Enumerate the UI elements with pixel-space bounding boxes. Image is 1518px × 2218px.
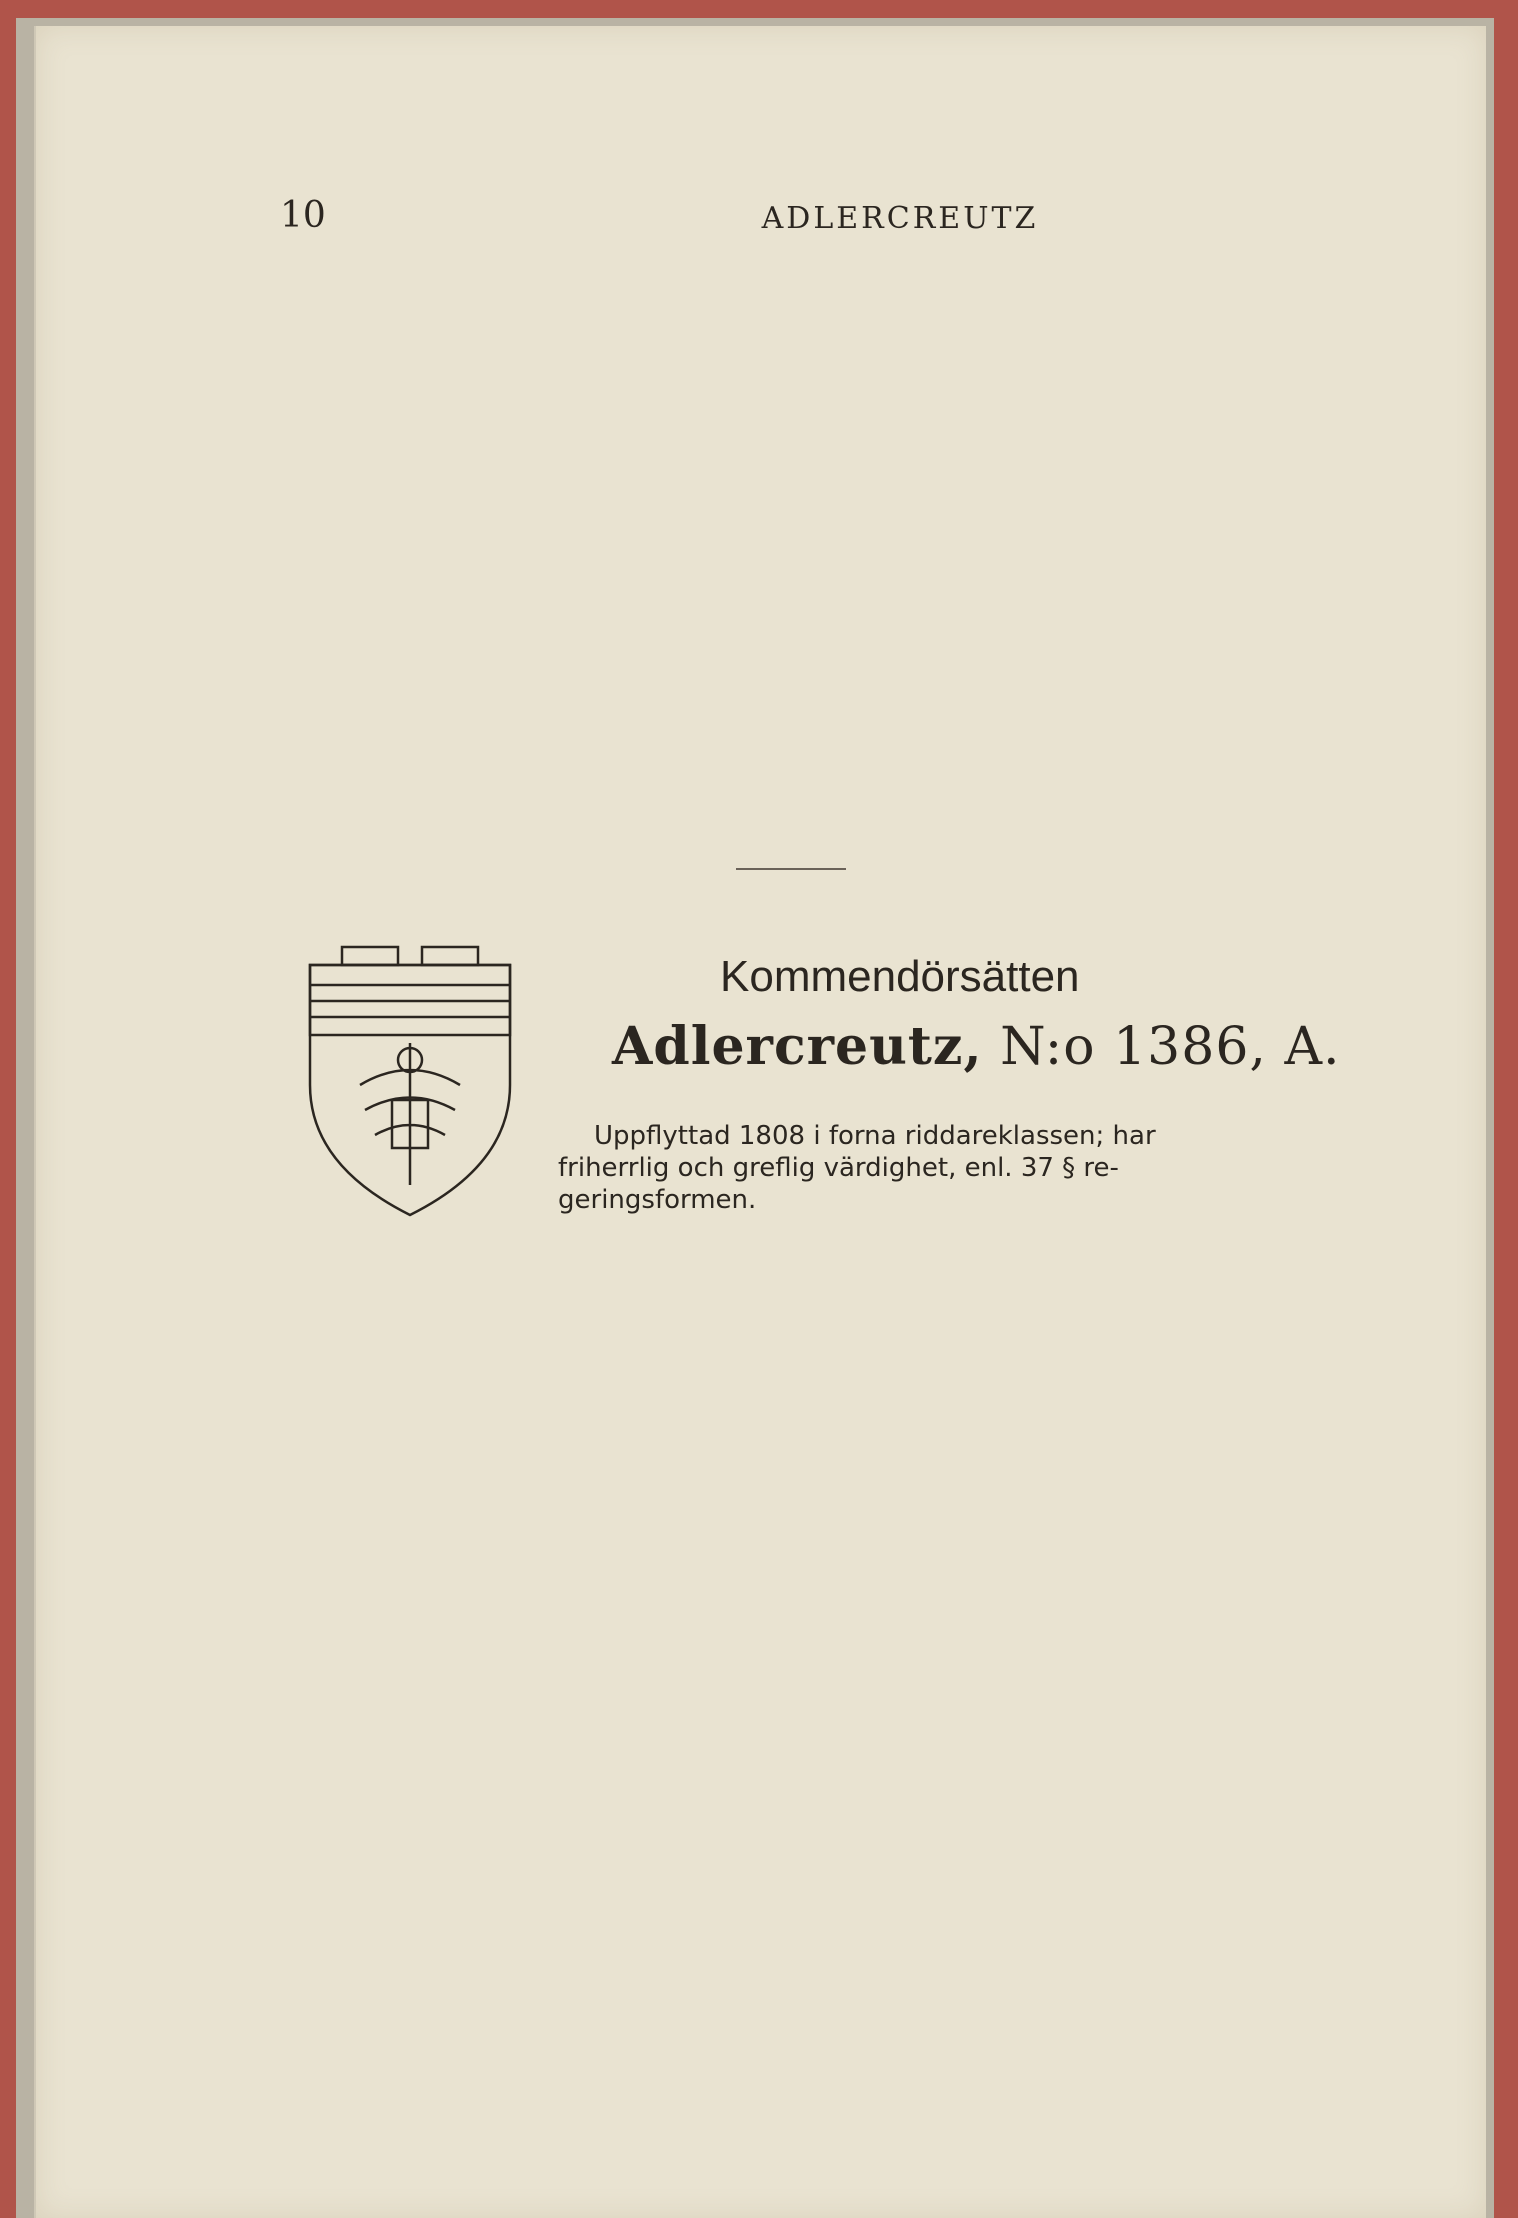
section-title-line1: Kommendörsätten [720, 952, 1080, 1001]
intro-line: friherrlig och greflig värdighet, enl. 37 § re- [558, 1153, 1119, 1183]
intro-line: Uppflyttad 1808 i forna riddareklassen; har [594, 1121, 1156, 1151]
intro-line: geringsformen. [558, 1185, 757, 1215]
section-divider [736, 868, 846, 870]
running-title: ADLERCREUTZ [761, 201, 1039, 236]
section-title-number: N:o 1386, A. [982, 1017, 1341, 1077]
section-title-name: Adlercreutz, [612, 1016, 983, 1077]
section-title-line2 [612, 1016, 1341, 1077]
page-number: 10 [280, 195, 326, 236]
coat-of-arms-icon [280, 935, 540, 1225]
